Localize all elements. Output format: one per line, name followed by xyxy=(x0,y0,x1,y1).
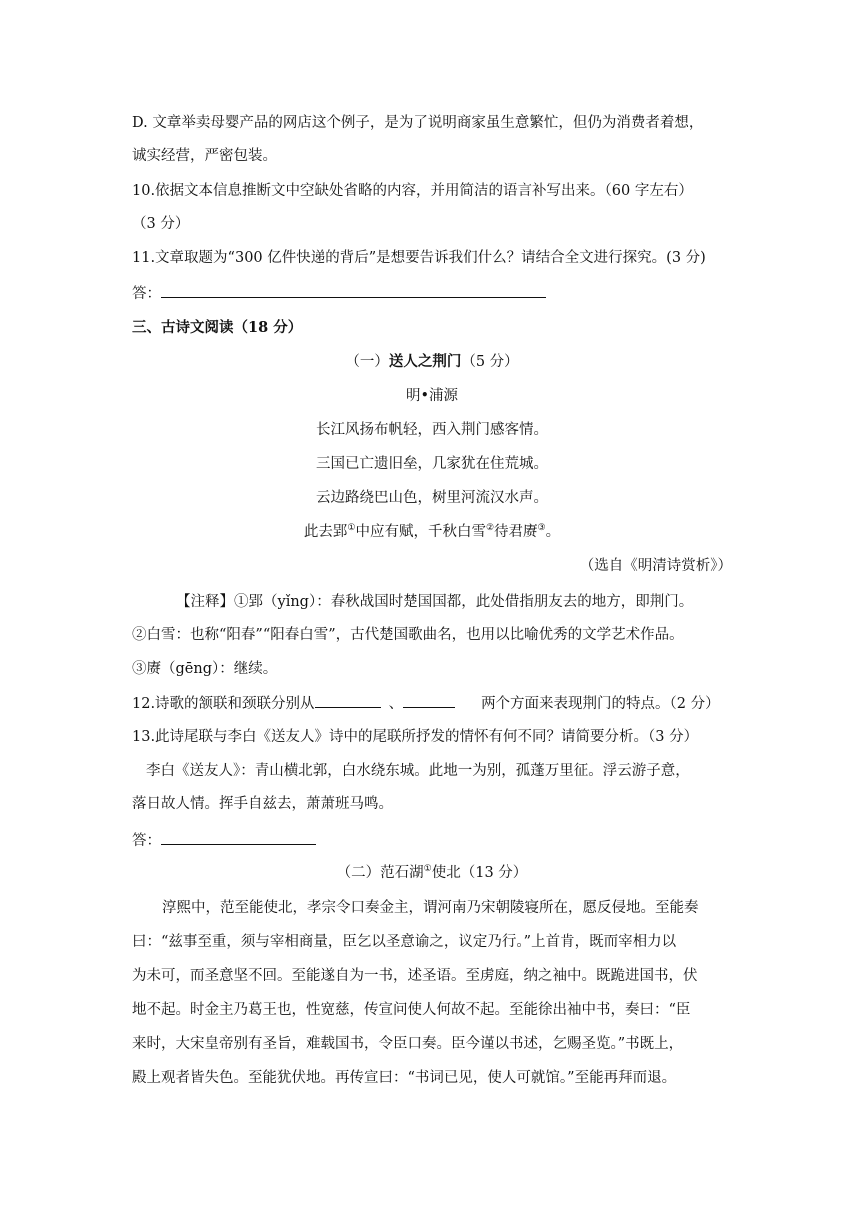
poem-line-4 xyxy=(132,522,732,542)
poem-score: （5 分） xyxy=(461,354,519,370)
question-12-prefix: 12.诗歌的颔联和颈联分别从 xyxy=(132,696,315,712)
poem-source: （选自《明清诗赏析》） xyxy=(579,558,732,574)
passage-line-3: 为未可，而圣意坚不回。至能遂自为一书，述圣语。至虏庭，纳之袖中。既跪进国书，伏 xyxy=(132,968,698,984)
footnote-mark-1: ① xyxy=(347,523,356,534)
poem-line-4-b: 中应有赋，千秋白雪 xyxy=(355,524,486,540)
libai-poem-line2: 落日故人情。挥手自兹去，萧萧班马鸣。 xyxy=(132,796,393,812)
passage-2-footnote-mark: ① xyxy=(423,864,432,875)
answer-blank-12b[interactable] xyxy=(403,693,455,708)
passage-line-6: 殿上观者皆失色。至能犹伏地。再传宣曰：“书词已见，使人可就馆。”至能再拜而退。 xyxy=(132,1070,677,1086)
passage-2-heading-a: （二）范石湖 xyxy=(336,865,424,881)
answer-label: 答： xyxy=(132,833,161,849)
question-13-answer-row xyxy=(132,830,732,851)
passage-2-heading-b: 使北（13 分） xyxy=(431,865,528,881)
question-11-answer-row xyxy=(132,283,732,304)
poem-line-4-a: 此去郢 xyxy=(303,524,348,540)
note-1: ①郢（yǐng）：春秋战国时楚国国都，此处借指朋友去的地方，即荆门。 xyxy=(234,594,694,610)
poem-line-4-d: 。 xyxy=(545,524,561,540)
option-d-line1: D. 文章举卖母婴产品的网店这个例子，是为了说明商家虽生意繁忙，但仍为消费者着想， xyxy=(132,115,704,131)
passage-line-2: 曰：“兹事至重，须与宰相商量，臣乞以圣意谕之，议定乃行。”上首肯，既而宰相力以 xyxy=(132,934,677,950)
poem-heading xyxy=(132,352,732,372)
question-12-sep: 、 xyxy=(388,696,404,712)
question-12 xyxy=(132,693,732,714)
footnote-mark-2: ② xyxy=(485,523,495,534)
answer-label: 答： xyxy=(132,286,161,302)
poem-line-2: 三国已亡遗旧垒，几家犹在住荒城。 xyxy=(316,456,548,472)
answer-blank-13[interactable] xyxy=(161,830,316,845)
notes-label: 【注释】 xyxy=(176,594,234,610)
question-11: 11.文章取题为“300 亿件快递的背后”是想要告诉我们什么？请结合全文进行探究。(3 分) xyxy=(132,250,706,266)
poem-title: 送人之荆门 xyxy=(388,353,462,370)
passage-2-heading xyxy=(132,863,732,883)
question-10-line1: 10.依据文本信息推断文中空缺处省略的内容，并用简洁的语言补写出来。（60 字左右） xyxy=(132,183,693,199)
question-10-line2: （3 分） xyxy=(132,216,190,232)
poem-line-3: 云边路绕巴山色，树里河流汉水声。 xyxy=(316,490,548,506)
section-3-title: 三、古诗文阅读（18 分） xyxy=(132,319,303,336)
libai-poem-line1: 李白《送友人》：青山横北郭，白水绕东城。此地一为别，孤蓬万里征。浮云游子意， xyxy=(146,763,690,779)
question-13: 13.此诗尾联与李白《送友人》诗中的尾联所抒发的情怀有何不同？请简要分析。（3 分） xyxy=(132,729,699,745)
poem-line-1: 长江风扬布帆轻，西入荆门感客情。 xyxy=(316,422,548,438)
passage-line-1: 淳熙中，范至能使北，孝宗令口奏金主，谓河南乃宋朝陵寝所在，愿反侵地。至能奏 xyxy=(162,900,699,916)
poem-line-4-c: 待君赓 xyxy=(494,524,538,540)
note-2: ②白雪：也称“阳春”“阳春白雪”，古代楚国歌曲名，也用以比喻优秀的文学艺术作品。 xyxy=(132,627,684,643)
option-d-line2: 诚实经营，严密包装。 xyxy=(132,148,277,164)
passage-line-5: 来时，大宋皇帝别有圣旨，难载国书，令臣口奏。臣今谨以书述，乞赐圣览。”书既上， xyxy=(132,1036,684,1052)
passage-line-4: 地不起。时金主乃葛王也，性宽慈，传宣问使人何故不起。至能徐出袖中书，奏曰：“臣 xyxy=(132,1002,691,1018)
poem-author: 明•浦源 xyxy=(405,388,459,404)
question-12-suffix: 两个方面来表现荆门的特点。（2 分） xyxy=(481,696,720,712)
note-3: ③赓（gēng）：继续。 xyxy=(132,661,278,677)
answer-blank-12a[interactable] xyxy=(315,693,381,708)
poem-heading-prefix: （一） xyxy=(345,354,389,370)
footnote-mark-3: ③ xyxy=(537,523,546,534)
answer-blank-11[interactable] xyxy=(161,283,546,298)
notes-line-1 xyxy=(176,592,736,612)
